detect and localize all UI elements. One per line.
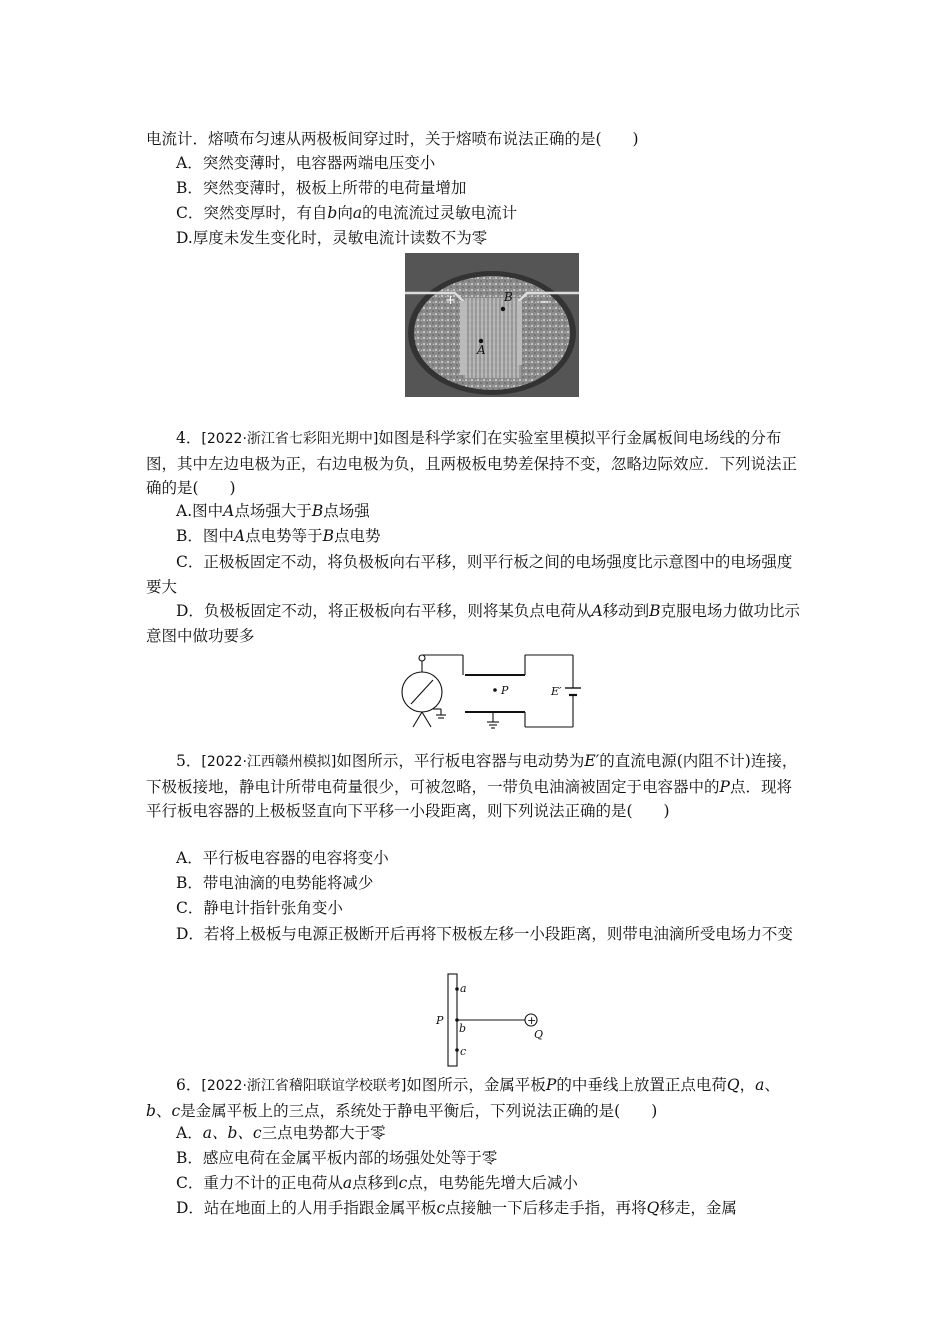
- minus-sign: −: [539, 295, 550, 310]
- field-lines-photo: [405, 253, 579, 397]
- label-p: P: [501, 684, 509, 697]
- q5-option-b: B．带电油滴的电势能将减少: [176, 874, 374, 892]
- label-b: b: [459, 1022, 467, 1035]
- plus-sign: +: [527, 1014, 537, 1027]
- q5-option-d: D．若将上极板与电源正极断开后再将下极板左移一小段距离，则带电油滴所受电场力不变: [176, 925, 793, 943]
- label-a: A: [477, 343, 486, 357]
- label-q: Q: [534, 1028, 544, 1041]
- label-b: B: [504, 290, 513, 304]
- q5-option-a: A．平行板电容器的电容将变小: [176, 849, 389, 867]
- q6-option-c: C．重力不计的正电荷从a点移到c点，电势能先增大后减小: [176, 1174, 578, 1192]
- label-c: c: [460, 1045, 467, 1058]
- label-p: P: [436, 1014, 444, 1027]
- q4-option-d: D．负极板固定不动，将正极板向右平移，则将某负点电荷从A移动到B克服电场力做功比示意图中做功要多: [146, 602, 801, 645]
- capacitor-circuit: [393, 652, 583, 732]
- q6-stem: 6．[2022·浙江省稽阳联谊学校联考]如图所示，金属平板P的中垂线上放置正点电荷Q，a、b、c是金属平板上的三点，系统处于静电平衡后，下列说法正确的是( ): [146, 1076, 780, 1120]
- label-e: E′: [551, 685, 562, 698]
- q4-stem: 4．[2022·浙江省七彩阳光期中]如图是科学家们在实验室里模拟平行金属板间电场线的分布图，其中左边电极为正，右边电极为负，且两极板电势差保持不变，忽略边际效应．下列说法正确的是( ): [146, 429, 798, 497]
- q5-option-c: C．静电计指针张角变小: [176, 899, 343, 917]
- q3-option-b: B．突然变薄时，极板上所带的电荷量增加: [176, 179, 467, 197]
- q6-option-a: A．a、b、c三点电势都大于零: [176, 1124, 386, 1142]
- q3-option-a: A．突然变薄时，电容器两端电压变小: [176, 154, 436, 172]
- q4-option-a: A.图中A点场强大于B点场强: [176, 502, 370, 520]
- q4-option-b: B．图中A点电势等于B点电势: [176, 527, 381, 545]
- metal-plate-diagram: [430, 972, 550, 1070]
- q3-option-d: D.厚度未发生变化时，灵敏电流计读数不为零: [176, 229, 488, 247]
- label-a: a: [460, 982, 467, 995]
- q3-option-c: C．突然变厚时，有自b向a的电流流过灵敏电流计: [176, 204, 518, 222]
- q6-option-b: B．感应电荷在金属平板内部的场强处处等于零: [176, 1149, 498, 1167]
- q3-stem-tail: 电流计．熔喷布匀速从两极板间穿过时，关于熔喷布说法正确的是( ): [146, 130, 639, 148]
- q5-stem: 5．[2022·江西赣州模拟]如图所示，平行板电容器与电动势为E′的直流电源(内阻不计)连接，下极板接地，静电计所带电荷量很少，可被忽略，一带负电油滴被固定于电容器中的P点．现将平行板电容器的上极板竖直向下平移一小段距离，则下列说法正确的是( ): [146, 752, 798, 820]
- plus-sign: +: [445, 293, 456, 308]
- q6-option-d: D．站在地面上的人用手指跟金属平板c点接触一下后移走手指，再将Q移走，金属: [176, 1199, 737, 1217]
- q4-option-c: C．正极板固定不动，将负极板向右平移，则平行板之间的电场强度比示意图中的电场强度要大: [146, 553, 793, 596]
